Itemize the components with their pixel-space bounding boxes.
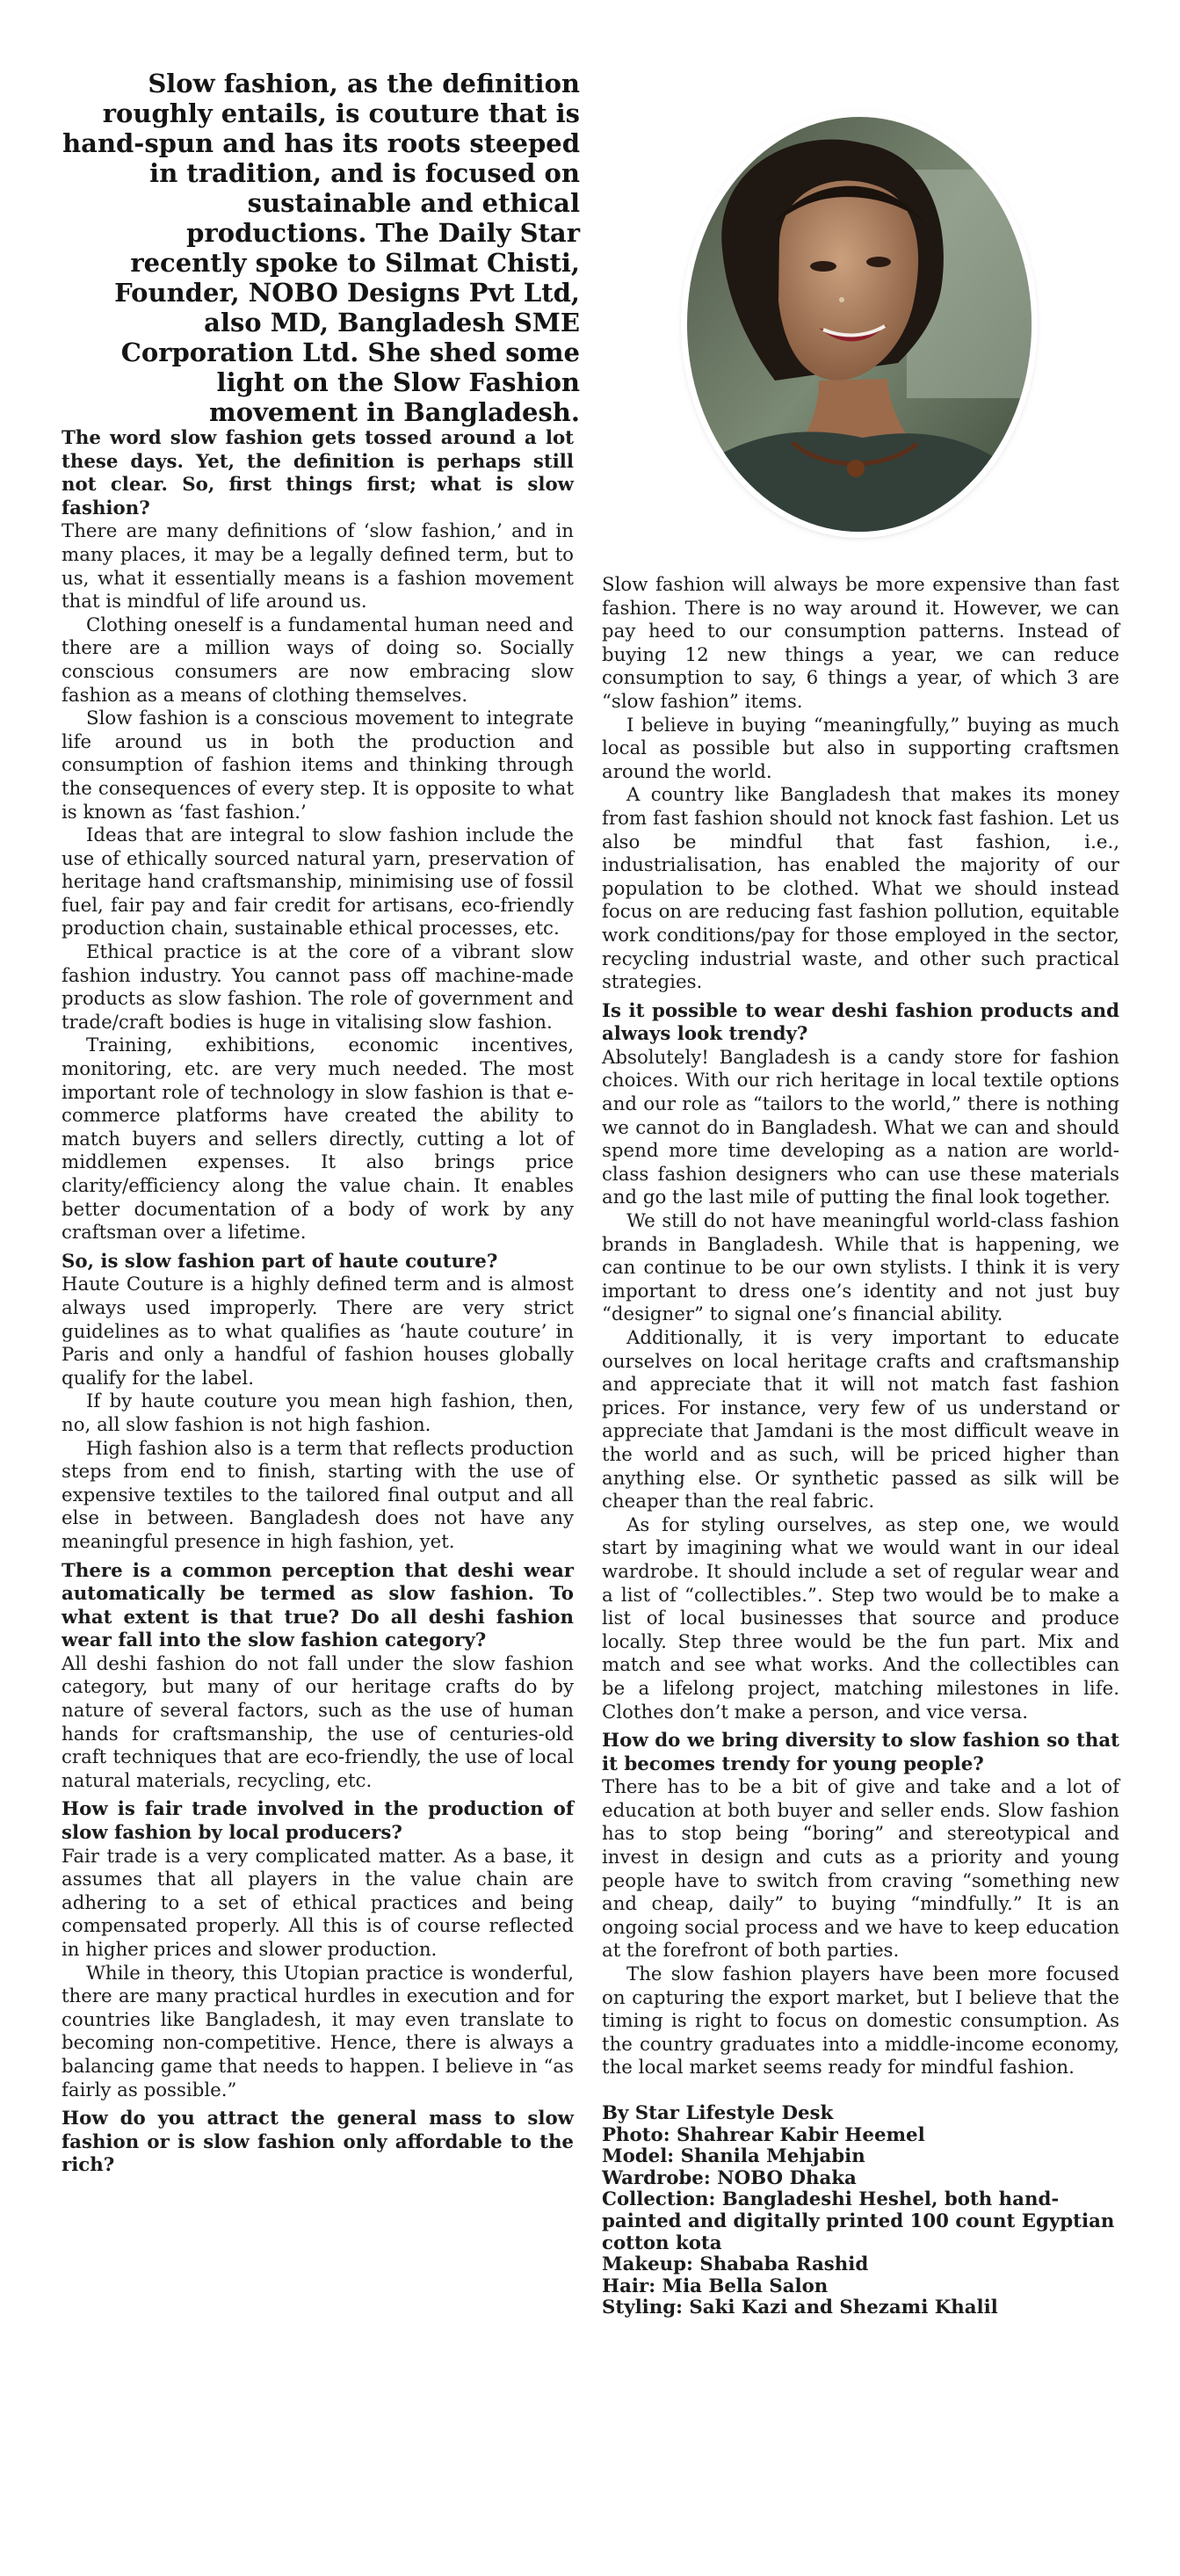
answer-paragraph: The slow fashion players have been more focused on capturing the export market, but I believe that the timing is right to focus on domestic consumption. As the country graduates into a middle-income economy, the local market seems ready for mindful fashion. — [602, 1963, 1119, 2079]
credits-block — [602, 2103, 1119, 2319]
answer-paragraph: All deshi fashion do not fall under the slow fashion category, but many of our heritage crafts do by nature of several factors, such as the use of human hands for craftsmanship, the use of centuries-old craft techniques that are eco-friendly, the use of local natural materials, recycling, etc. — [62, 1652, 574, 1792]
question-what-is-slow-fashion: The word slow fashion gets tossed around a lot these days. Yet, the definition is perhaps still not clear. So, first things first; what is slow fashion? — [62, 427, 574, 519]
intro-standfirst: Slow fashion, as the definition roughly entails, is couture that is hand-spun and has its roots steeped in tradition, and is focused on sustainable and ethical productions. The Daily Star recently spoke to Silmat Chisti, Founder, NOBO Designs Pvt Ltd, also MD, Bangladesh SME Corporation Ltd. She shed some light on the Slow Fashion movement in Bangladesh. — [62, 69, 580, 427]
credit-byline: By Star Lifestyle Desk — [602, 2102, 834, 2124]
answer-paragraph: We still do not have meaningful world-class fashion brands in Bangladesh. While that is happening, we can continue to be our own stylists. I think it is very important to dress one’s identity and not just buy “designer” to signal one’s financial ability. — [602, 1210, 1119, 1326]
answer-paragraph: There are many definitions of ‘slow fashion,’ and in many places, it may be a legally defined term, but to us, what it essentially means is a fashion movement that is mindful of life around us. — [62, 520, 574, 613]
answer-paragraph: Slow fashion is a conscious movement to integrate life around us in both the production and consumption of fashion items and thinking through the consequences of every step. It is opposite to what is known as ‘fast fashion.’ — [62, 707, 574, 824]
answer-paragraph: I believe in buying “meaningfully,” buying as much local as possible but also in supporting craftsmen around the world. — [602, 714, 1119, 783]
answer-paragraph: If by haute couture you mean high fashion, then, no, all slow fashion is not high fashion. — [62, 1390, 574, 1436]
answer-paragraph: While in theory, this Utopian practice is wonderful, there are many practical hurdles in execution and for countries like Bangladesh, it may even translate to becoming non-competitive. Hence, there is always a balancing game that needs to happen. I believe in “as fairly as possible.” — [62, 1962, 574, 2101]
answer-paragraph: Ethical practice is at the core of a vibrant slow fashion industry. You cannot pass off machine-made products as slow fashion. The role of government and trade/craft bodies is huge in vitalising slow fashion. — [62, 941, 574, 1034]
answer-paragraph: High fashion also is a term that reflects production steps from end to finish, starting with the use of expensive textiles to the tailored final output and all else in between. Bangladesh does not have any meaningful presence in high fashion, yet. — [62, 1437, 574, 1553]
credit-photo: Photo: Shahrear Kabir Heemel — [602, 2123, 925, 2146]
answer-paragraph: Training, exhibitions, economic incentives, monitoring, etc. are very much needed. The most important role of technology in slow fashion is that e-commerce platforms have created the ability to match buyers and sellers directly, cutting a lot of middlemen expenses. It also brings price clarity/efficiency along the value chain. It enables better documentation of a body of work by any craftsman over a lifetime. — [62, 1034, 574, 1244]
answer-paragraph: There has to be a bit of give and take and a lot of education at both buyer and seller ends. Slow fashion has to stop being “boring” and stereotypical and invest in design and cuts as a priority and young people have to switch from craving “something new and cheap, daily” to buying “mindfully.” It is an ongoing social process and we have to keep education at the forefront of both parties. — [602, 1776, 1119, 1963]
credit-model: Model: Shanila Mehjabin — [602, 2145, 865, 2168]
answer-paragraph: Slow fashion will always be more expensive than fast fashion. There is no way around it. However, we can pay heed to our consumption patterns. Instead of buying 12 new things a year, we can reduce consumption to say, 6 things a year, of which 3 are “slow fashion” items. — [602, 574, 1119, 713]
question-haute-couture: So, is slow fashion part of haute couture? — [62, 1250, 498, 1273]
question-general-mass: How do you attract the general mass to slow fashion or is slow fashion only affordable to the rich? — [62, 2108, 574, 2177]
answer-paragraph: As for styling ourselves, as step one, we would start by imagining what we would want in our ideal wardrobe. It should include a set of regular wear and a list of “collectibles.”. Step two would be to make a list of local businesses that source and produce locally. Step three would be the fun part. Mix and match and see what works. And the collectibles can be a lifelong project, matching milestones in life. Clothes don’t make a person, and vice versa. — [602, 1513, 1119, 1723]
answer-paragraph: Ideas that are integral to slow fashion include the use of ethically sourced natural yarn, preservation of heritage hand craftsmanship, minimising use of fossil fuel, fair pay and fair credit for artisans, eco-friendly production chain, sustainable ethical processes, etc. — [62, 824, 574, 940]
answer-paragraph: Clothing oneself is a fundamental human need and there are a million ways of doing so. Socially conscious consumers are now embracing slow fashion as a means of clothing themselves. — [62, 613, 574, 707]
answer-paragraph: Additionally, it is very important to educate ourselves on local heritage crafts and craftsmanship and appreciate that it will not match fast fashion prices. For instance, very few of us understand or appreciate that Jamdani is the most difficult weave in the world and as such, will be priced higher than anything else. Or synthetic passed as silk will be cheaper than the real fabric. — [602, 1327, 1119, 1513]
credit-styling: Styling: Saki Kazi and Shezami Khalil — [602, 2297, 998, 2319]
credit-makeup: Makeup: Shababa Rashid — [602, 2253, 869, 2276]
credit-collection: Collection: Bangladeshi Heshel, both hand-painted and digitally printed 100 count Egyptian cotton kota — [602, 2188, 1115, 2254]
portrait-photo — [687, 117, 1032, 532]
answer-paragraph: A country like Bangladesh that makes its money from fast fashion should not knock fast fashion. Let us also be mindful that fast fashion, i.e., industrialisation, has enabled the majority of our population to be clothed. What we should instead focus on are reducing fast fashion pollution, equitable work conditions/pay for those employed in the sector, recycling industrial waste, and other such practical strategies. — [602, 784, 1119, 994]
answer-paragraph: Fair trade is a very complicated matter. As a base, it assumes that all players in the value chain are adhering to a set of ethical practices and being compensated properly. All this is of course reflected in higher prices and slower production. — [62, 1845, 574, 1961]
left-column — [62, 427, 574, 2178]
question-deshi-trendy: Is it possible to wear deshi fashion products and always look trendy? — [602, 999, 1119, 1046]
credit-hair: Hair: Mia Bella Salon — [602, 2275, 829, 2297]
right-column — [602, 574, 1119, 2319]
question-diversity: How do we bring diversity to slow fashion so that it becomes trendy for young people? — [602, 1730, 1119, 1775]
question-fair-trade: How is fair trade involved in the production of slow fashion by local producers? — [62, 1798, 574, 1845]
question-deshi-wear: There is a common perception that deshi wear automatically be termed as slow fashion. To what extent is that true? Do all deshi fashion wear fall into the slow fashion category? — [62, 1559, 574, 1652]
credit-wardrobe: Wardrobe: NOBO Dhaka — [602, 2166, 857, 2189]
answer-paragraph: Absolutely! Bangladesh is a candy store for fashion choices. With our rich heritage in local textile options and our role as “tailors to the world,” there is nothing we cannot do in Bangladesh. What we can and should spend more time developing as a nation are world-class fashion designers who can use these materials and go the last mile of putting the final look together. — [602, 1046, 1119, 1209]
portrait-illustration — [687, 117, 1032, 532]
answer-paragraph: Haute Couture is a highly defined term and is almost always used improperly. There are very strict guidelines as to what qualifies as ‘haute couture’ in Paris and only a handful of fashion houses globally qualify for the label. — [62, 1273, 574, 1390]
